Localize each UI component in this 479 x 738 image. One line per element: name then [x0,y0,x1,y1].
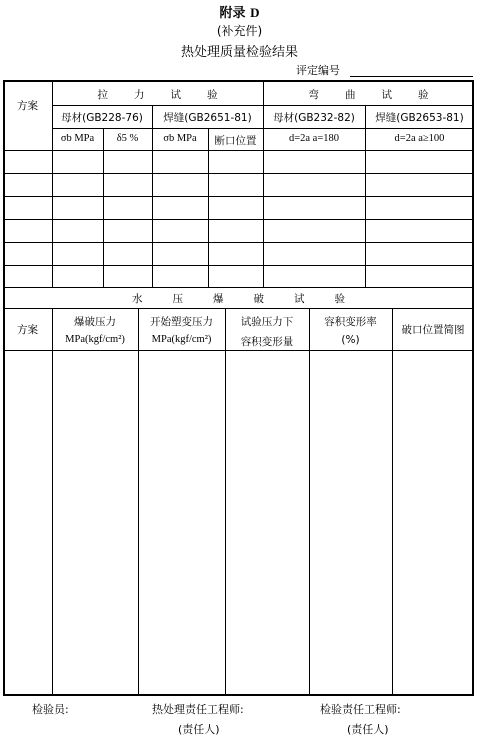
delta5-header: δ5 % [116,133,139,144]
eval-number-field[interactable] [350,76,473,77]
rule-v-l5 [392,308,393,696]
burst-pressure-unit: MPa(kgf/cm²) [65,334,125,345]
rule-h3 [3,150,474,151]
rule-h4 [3,173,474,174]
rule-h10 [3,308,474,309]
rule-v-l4 [309,308,310,696]
rule-v-c [208,128,209,288]
volume-rate-unit: (%) [341,334,360,346]
inspector-label: 检验员: [32,703,69,716]
inspection-engineer-label: 检验责任工程师: [320,703,401,716]
rule-h5 [3,196,474,197]
heat-engineer-label: 热处理责任工程师: [152,703,244,716]
rule-v-l1 [52,308,53,696]
plastic-pressure-unit: MPa(kgf/cm²) [151,334,212,345]
volume-deform-header-2: 容积变形量 [240,336,294,348]
supplement-note: (补充件) [216,24,263,38]
rule-v-a [103,128,104,288]
document-heading: 热处理质量检验结果 [180,45,298,60]
burst-test-header: 水压爆破试验 [132,293,375,305]
sigma-b-base-header: σb MPa [60,133,95,144]
rule-h6 [3,219,474,220]
base-metal-tensile-std: 母材(GB228-76) [61,112,143,124]
appendix-letter: D [250,5,260,20]
rule-h7 [3,242,474,243]
appendix-title-cn: 附录 [219,6,246,21]
volume-deform-header: 试验压力下 [240,316,294,328]
scheme-header: 方案 [17,100,38,112]
rule-v-l2 [138,308,139,696]
base-metal-bend-std: 母材(GB232-82) [273,112,355,124]
rule-h11 [3,350,474,351]
inspection-engineer-role: (责任人) [347,723,389,736]
bend-weld-condition: d=2a a≥100 [394,133,445,144]
burst-scheme-header: 方案 [17,324,38,336]
heat-engineer-role: (责任人) [178,723,220,736]
weld-bend-std: 焊缝(GB2653-81) [375,112,464,124]
volume-rate-header: 容积变形率 [324,316,377,328]
eval-number-label: 评定编号 [296,64,340,77]
rule-h9 [3,287,474,288]
plastic-pressure-header: 开始塑变压力 [150,316,213,328]
break-sketch-header: 破口位置简图 [401,324,465,336]
fracture-location-header: 断口位置 [214,135,257,147]
rule-h8 [3,265,474,266]
weld-tensile-std: 焊缝(GB2651-81) [163,112,252,124]
rule-v-l3 [225,308,226,696]
sigma-b-weld-header: σb MPa [163,133,197,144]
bend-base-condition: d=2a a=180 [288,133,340,144]
burst-pressure-header: 爆破压力 [74,316,116,328]
bend-test-header: 弯曲试验 [308,89,455,101]
appendix-title [0,2,479,21]
tensile-test-header: 拉力试验 [97,89,244,101]
